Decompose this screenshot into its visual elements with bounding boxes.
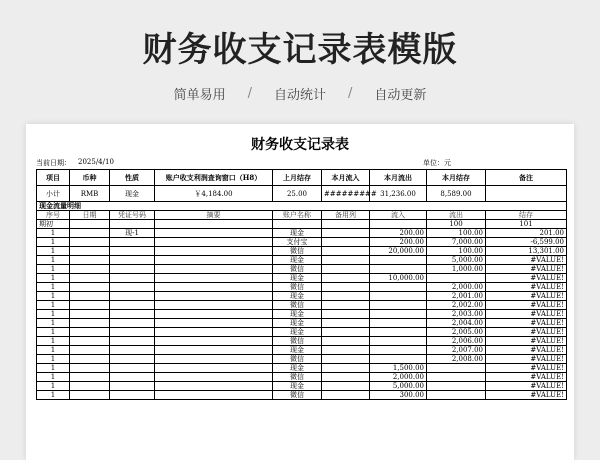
table-cell[interactable] [110,364,155,373]
table-cell[interactable] [155,301,273,310]
table-cell[interactable]: #VALUE! [486,274,567,283]
table-cell[interactable]: #VALUE! [486,265,567,274]
table-cell[interactable] [322,274,370,283]
table-cell[interactable] [370,319,427,328]
table-cell[interactable]: #VALUE! [486,346,567,355]
table-cell[interactable] [322,364,370,373]
table-cell[interactable] [70,337,110,346]
table-cell[interactable] [110,301,155,310]
table-cell[interactable]: 1 [37,391,70,400]
table-cell[interactable]: 2,007.00 [427,346,486,355]
table-cell[interactable] [155,373,273,382]
table-cell[interactable] [110,310,155,319]
table-cell[interactable]: 2,001.00 [427,292,486,301]
table-cell[interactable] [70,265,110,274]
summary-header-row [37,170,567,186]
table-cell[interactable] [370,337,427,346]
table-cell[interactable] [110,274,155,283]
table-cell[interactable]: 期初 [37,220,70,229]
table-cell[interactable] [322,337,370,346]
table-cell[interactable] [110,337,155,346]
table-cell[interactable] [370,220,427,229]
table-cell[interactable] [70,346,110,355]
table-cell[interactable]: 2,000.00 [427,283,486,292]
table-cell[interactable] [110,391,155,400]
feature-tags [0,84,600,103]
spreadsheet-preview [26,124,574,460]
table-cell[interactable] [322,319,370,328]
table-cell[interactable] [70,355,110,364]
table-cell[interactable] [427,373,486,382]
table-cell[interactable] [70,292,110,301]
table-cell[interactable]: 101 [486,220,567,229]
table-cell[interactable] [70,274,110,283]
column-header[interactable]: 性质 [110,170,155,186]
table-cell[interactable]: #VALUE! [486,391,567,400]
table-cell[interactable] [322,220,370,229]
table-row [37,382,567,391]
table-row [37,346,567,355]
table-cell[interactable]: 200.00 [370,229,427,238]
table-cell[interactable] [322,238,370,247]
table-cell[interactable]: 微信 [273,247,322,256]
table-cell[interactable] [70,283,110,292]
table-cell[interactable]: 1,000.00 [427,265,486,274]
table-cell[interactable] [370,346,427,355]
table-cell[interactable] [155,265,273,274]
column-header[interactable]: 备注 [486,170,567,186]
table-cell[interactable] [110,346,155,355]
table-cell[interactable] [70,319,110,328]
table-row [37,355,567,364]
column-header[interactable]: 流入 [370,211,427,220]
summary-cell[interactable]: 25.00 [273,186,322,202]
table-cell[interactable] [155,283,273,292]
table-cell[interactable] [273,220,322,229]
table-cell[interactable]: #VALUE! [486,292,567,301]
table-cell[interactable] [70,373,110,382]
table-cell[interactable]: #VALUE! [486,355,567,364]
table-cell[interactable] [427,364,486,373]
column-header[interactable]: 账户收支利润查询窗口（H8） [155,170,273,186]
table-cell[interactable]: #VALUE! [486,373,567,382]
column-header[interactable]: 备用列 [322,211,370,220]
summary-cell[interactable] [486,186,567,202]
summary-cell[interactable]: ￥4,184.00 [155,186,273,202]
table-row [37,328,567,337]
table-cell[interactable] [322,328,370,337]
table-cell[interactable]: 1 [37,256,70,265]
column-header[interactable]: 币种 [70,170,110,186]
summary-cell[interactable]: 小计 [37,186,70,202]
column-header[interactable]: 摘要 [155,211,273,220]
table-cell[interactable]: 1 [37,301,70,310]
table-row [37,310,567,319]
column-header[interactable]: 本月结存 [427,170,486,186]
table-cell[interactable] [322,229,370,238]
table-cell[interactable]: 2,006.00 [427,337,486,346]
table-cell[interactable] [155,310,273,319]
table-cell[interactable] [370,301,427,310]
table-cell[interactable] [110,256,155,265]
table-cell[interactable]: 2,008.00 [427,355,486,364]
section-label[interactable]: 现金流量明细 [37,202,567,211]
table-cell[interactable]: 13,301.00 [486,247,567,256]
table-cell[interactable] [110,382,155,391]
table-cell[interactable]: 20,000.00 [370,247,427,256]
column-header[interactable]: 本月流入 [322,170,370,186]
tag-separator: / [348,86,353,101]
table-cell[interactable] [427,274,486,283]
table-row [37,256,567,265]
sheet-title: 财务收支记录表 [251,137,349,153]
table-cell[interactable] [322,373,370,382]
table-cell[interactable]: 100.00 [427,229,486,238]
table-cell[interactable]: 1 [37,346,70,355]
column-header[interactable]: 结存 [486,211,567,220]
table-row [37,265,567,274]
table-cell[interactable]: 1 [37,337,70,346]
records-table [36,169,567,400]
table-cell[interactable] [110,319,155,328]
table-cell[interactable]: 现金 [273,229,322,238]
table-cell[interactable] [70,328,110,337]
table-cell[interactable]: 1 [37,319,70,328]
table-cell[interactable]: 微信 [273,283,322,292]
table-cell[interactable]: 支付宝 [273,238,322,247]
table-row [37,274,567,283]
table-cell[interactable]: 2,003.00 [427,310,486,319]
table-cell[interactable] [70,382,110,391]
table-cell[interactable]: #VALUE! [486,301,567,310]
table-cell[interactable] [155,337,273,346]
table-cell[interactable] [70,391,110,400]
table-cell[interactable] [155,238,273,247]
table-cell[interactable]: 现金 [273,319,322,328]
table-cell[interactable]: 7,000.00 [427,238,486,247]
column-header[interactable]: 账户名称 [273,211,322,220]
table-cell[interactable]: 1 [37,274,70,283]
table-cell[interactable]: 2,005.00 [427,328,486,337]
table-cell[interactable] [70,256,110,265]
table-cell[interactable] [322,256,370,265]
column-header[interactable]: 凭证号码 [110,211,155,220]
table-cell[interactable] [370,292,427,301]
summary-cell[interactable]: ######### [322,186,370,202]
table-cell[interactable] [370,310,427,319]
table-cell[interactable]: 1 [37,238,70,247]
table-cell[interactable] [322,301,370,310]
summary-cell[interactable]: RMB [70,186,110,202]
table-cell[interactable] [70,301,110,310]
table-row [37,364,567,373]
table-cell[interactable] [370,355,427,364]
table-cell[interactable]: 现金 [273,382,322,391]
table-cell[interactable]: 现-1 [110,229,155,238]
table-cell[interactable]: 现金 [273,310,322,319]
table-cell[interactable]: 1 [37,283,70,292]
table-cell[interactable]: 微信 [273,391,322,400]
table-cell[interactable]: 1 [37,373,70,382]
table-cell[interactable]: -6,599.00 [486,238,567,247]
table-cell[interactable] [110,238,155,247]
table-cell[interactable] [427,391,486,400]
table-cell[interactable] [370,256,427,265]
date-value: 2025/4/10 [78,158,114,166]
date-label: 当前日期： [36,159,71,167]
table-cell[interactable] [70,220,110,229]
table-cell[interactable]: #VALUE! [486,364,567,373]
table-cell[interactable] [70,310,110,319]
table-cell[interactable] [110,265,155,274]
table-cell[interactable]: 现金 [273,274,322,283]
table-cell[interactable]: #VALUE! [486,337,567,346]
table-cell[interactable]: 1 [37,328,70,337]
table-cell[interactable]: 1,500.00 [370,364,427,373]
table-cell[interactable] [110,328,155,337]
table-cell[interactable] [155,328,273,337]
detail-header-row [37,211,567,220]
table-cell[interactable] [322,391,370,400]
section-row [37,202,567,211]
summary-cell[interactable]: 8,589.00 [427,186,486,202]
table-cell[interactable] [155,346,273,355]
table-cell[interactable]: #VALUE! [486,283,567,292]
table-cell[interactable] [370,328,427,337]
table-cell[interactable] [427,382,486,391]
summary-cell[interactable]: 31,236.00 [370,186,427,202]
table-cell[interactable] [155,247,273,256]
table-cell[interactable]: 微信 [273,301,322,310]
table-cell[interactable] [155,364,273,373]
table-cell[interactable]: 100 [427,220,486,229]
column-header[interactable]: 项目 [37,170,70,186]
table-cell[interactable] [370,283,427,292]
table-cell[interactable] [155,391,273,400]
table-row [37,283,567,292]
column-header[interactable]: 日期 [70,211,110,220]
table-cell[interactable]: 微信 [273,373,322,382]
table-cell[interactable] [322,355,370,364]
table-row [37,229,567,238]
table-cell[interactable] [155,256,273,265]
table-cell[interactable]: 100.00 [427,247,486,256]
table-cell[interactable]: #VALUE! [486,310,567,319]
column-header[interactable]: 流出 [427,211,486,220]
table-cell[interactable] [110,283,155,292]
table-cell[interactable] [110,355,155,364]
table-row [37,301,567,310]
table-cell[interactable] [70,238,110,247]
table-cell[interactable] [370,265,427,274]
column-header[interactable]: 本月流出 [370,170,427,186]
table-cell[interactable]: 现金 [273,292,322,301]
column-header[interactable]: 序号 [37,211,70,220]
table-cell[interactable]: 现金 [273,328,322,337]
table-cell[interactable] [70,364,110,373]
table-cell[interactable]: #VALUE! [486,328,567,337]
table-row [37,337,567,346]
table-cell[interactable] [70,247,110,256]
unit-label: 单位：元 [423,159,451,167]
table-cell[interactable]: 微信 [273,355,322,364]
table-cell[interactable]: 5,000.00 [370,382,427,391]
table-cell[interactable]: 现金 [273,364,322,373]
tag-separator: / [247,86,252,101]
table-cell[interactable] [322,310,370,319]
table-cell[interactable]: 5,000.00 [427,256,486,265]
table-row [37,220,567,229]
table-cell[interactable]: 1 [37,247,70,256]
table-cell[interactable] [322,265,370,274]
table-cell[interactable]: 现金 [273,256,322,265]
table-cell[interactable]: 1 [37,229,70,238]
table-cell[interactable]: 微信 [273,265,322,274]
table-cell[interactable]: #VALUE! [486,256,567,265]
table-cell[interactable]: 1 [37,292,70,301]
table-row [37,319,567,328]
table-cell[interactable] [155,355,273,364]
table-cell[interactable] [322,283,370,292]
table-cell[interactable] [70,229,110,238]
table-cell[interactable]: 200.00 [370,238,427,247]
page-title: 财务收支记录表模版 [142,30,458,70]
column-header[interactable]: 上月结存 [273,170,322,186]
table-cell[interactable] [322,292,370,301]
table-cell[interactable]: 1 [37,310,70,319]
table-cell[interactable]: 2,000.00 [370,373,427,382]
table-cell[interactable]: 1 [37,364,70,373]
table-cell[interactable] [110,247,155,256]
table-cell[interactable] [322,346,370,355]
table-cell[interactable] [110,220,155,229]
table-cell[interactable] [155,274,273,283]
table-row [37,373,567,382]
table-cell[interactable]: 1 [37,265,70,274]
table-cell[interactable] [322,382,370,391]
table-row [37,292,567,301]
table-cell[interactable] [110,292,155,301]
table-cell[interactable] [155,229,273,238]
table-cell[interactable] [155,220,273,229]
summary-cell[interactable]: 现金 [110,186,155,202]
table-cell[interactable]: 1 [37,382,70,391]
table-row [37,238,567,247]
table-cell[interactable]: 300.00 [370,391,427,400]
feature-tag: 自动统计 [273,88,326,103]
table-cell[interactable] [322,247,370,256]
table-cell[interactable]: #VALUE! [486,382,567,391]
table-cell[interactable]: 2,002.00 [427,301,486,310]
table-cell[interactable]: 2,004.00 [427,319,486,328]
feature-tag: 自动更新 [374,88,427,103]
table-cell[interactable] [110,373,155,382]
table-cell[interactable]: 现金 [273,346,322,355]
table-cell[interactable] [155,382,273,391]
summary-row [37,186,567,202]
table-cell[interactable]: 微信 [273,337,322,346]
table-cell[interactable] [155,292,273,301]
feature-tag: 简单易用 [173,88,226,103]
table-row [37,247,567,256]
table-cell[interactable]: 10,000.00 [370,274,427,283]
table-cell[interactable]: 201.00 [486,229,567,238]
table-cell[interactable]: #VALUE! [486,319,567,328]
table-row [37,391,567,400]
table-cell[interactable] [155,319,273,328]
table-cell[interactable]: 1 [37,355,70,364]
